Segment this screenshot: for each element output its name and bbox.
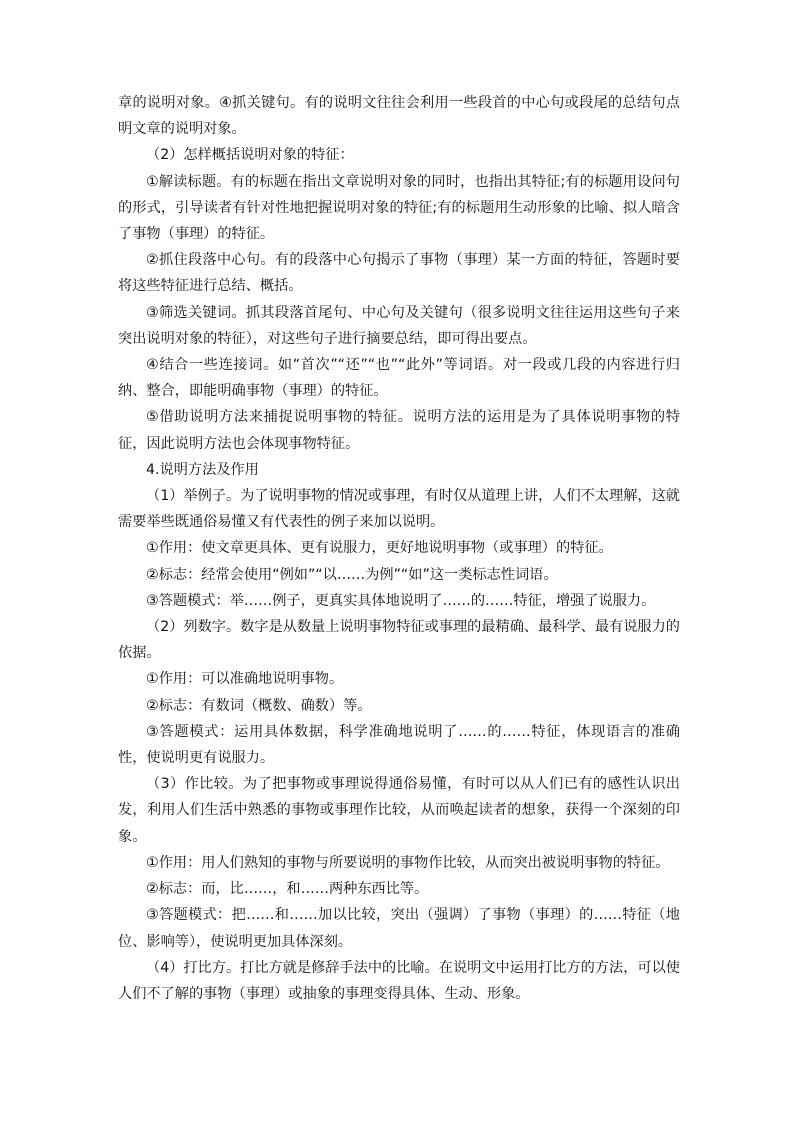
paragraph-13: ①作用：可以准确地说明事物。	[146, 671, 344, 688]
paragraph-19: ③答题模式：把……和……加以比较，突出（强调）了事物（事理）的……特征（地位、影响等），使说明更加具体深刻。	[118, 907, 680, 950]
paragraph-11: ③答题模式：举……例子，更真实具体地说明了……的……特征，增强了说服力。	[146, 592, 656, 609]
paragraph-4: ③筛选关键词。抓其段落首尾句、中心句及关键句（很多说明文往往运用这些句子来突出说明对象的特征），对这些句子进行摘要总结，即可得出要点。	[118, 304, 680, 347]
paragraph-17: ①作用：用人们熟知的事物与所要说明的事物作比较，从而突出被说明事物的特征。	[146, 854, 670, 871]
paragraph-2: ①解读标题。有的标题在指出文章说明对象的同时，也指出其特征;有的标题用设问句的形式，引导读者有针对性地把握说明对象的特征;有的标题用生动形象的比喻、拟人暗含了事物（事理）的特征。	[118, 173, 680, 243]
document-body	[118, 90, 680, 1007]
paragraph-20: （4）打比方。打比方就是修辞手法中的比喻。在说明文中运用打比方的方法，可以使人们不了解的事物（事理）或抽象的事理变得具体、生动、形象。	[118, 959, 680, 1002]
paragraph-15: ③答题模式：运用具体数据，科学准确地说明了……的……特征，体现语言的准确性，使说明更有说服力。	[118, 723, 680, 767]
paragraph-18: ②标志：而，比……，和……两种东西比等。	[146, 881, 429, 898]
section-heading: 4.说明方法及作用	[146, 461, 259, 478]
paragraph-10: ②标志：经常会使用“例如”“以……为例”“如”这一类标志性词语。	[146, 566, 558, 583]
paragraph-0: 章的说明对象。④抓关键句。有的说明文往往会利用一些段首的中心句或段尾的总结句点明文章的说明对象。	[118, 95, 680, 138]
paragraph-8: （1）举例子。为了说明事物的情况或事理，有时仅从道理上讲，人们不太理解，这就需要举些既通俗易懂又有代表性的例子来加以说明。	[118, 488, 680, 531]
paragraph-5: ④结合一些连接词。如“首次”“还”“也”“此外”等词语。对一段或几段的内容进行归纳、整合，即能明确事物（事理）的特征。	[118, 357, 680, 400]
paragraph-12: （2）列数字。数字是从数量上说明事物特征或事理的最精确、最科学、最有说服力的依据。	[118, 619, 680, 662]
paragraph-1: （2）怎样概括说明对象的特征：	[146, 147, 354, 164]
paragraph-16: （3）作比较。为了把事物或事理说得通俗易懂，有时可以从人们已有的感性认识出发，利用人们生活中熟悉的事物或事理作比较，从而唤起读者的想象，获得一个深刻的印象。	[118, 776, 680, 845]
paragraph-14: ②标志：有数词（概数、确数）等。	[146, 697, 372, 714]
paragraph-9: ①作用：使文章更具体、更有说服力，更好地说明事物（或事理）的特征。	[146, 540, 613, 557]
paragraph-6: ⑤借助说明方法来捕捉说明事物的特征。说明方法的运用是为了具体说明事物的特征，因此说明方法也会体现事物特征。	[118, 409, 680, 452]
paragraph-3: ②抓住段落中心句。有的段落中心句揭示了事物（事理）某一方面的特征，答题时要将这些特征进行总结、概括。	[118, 252, 680, 295]
